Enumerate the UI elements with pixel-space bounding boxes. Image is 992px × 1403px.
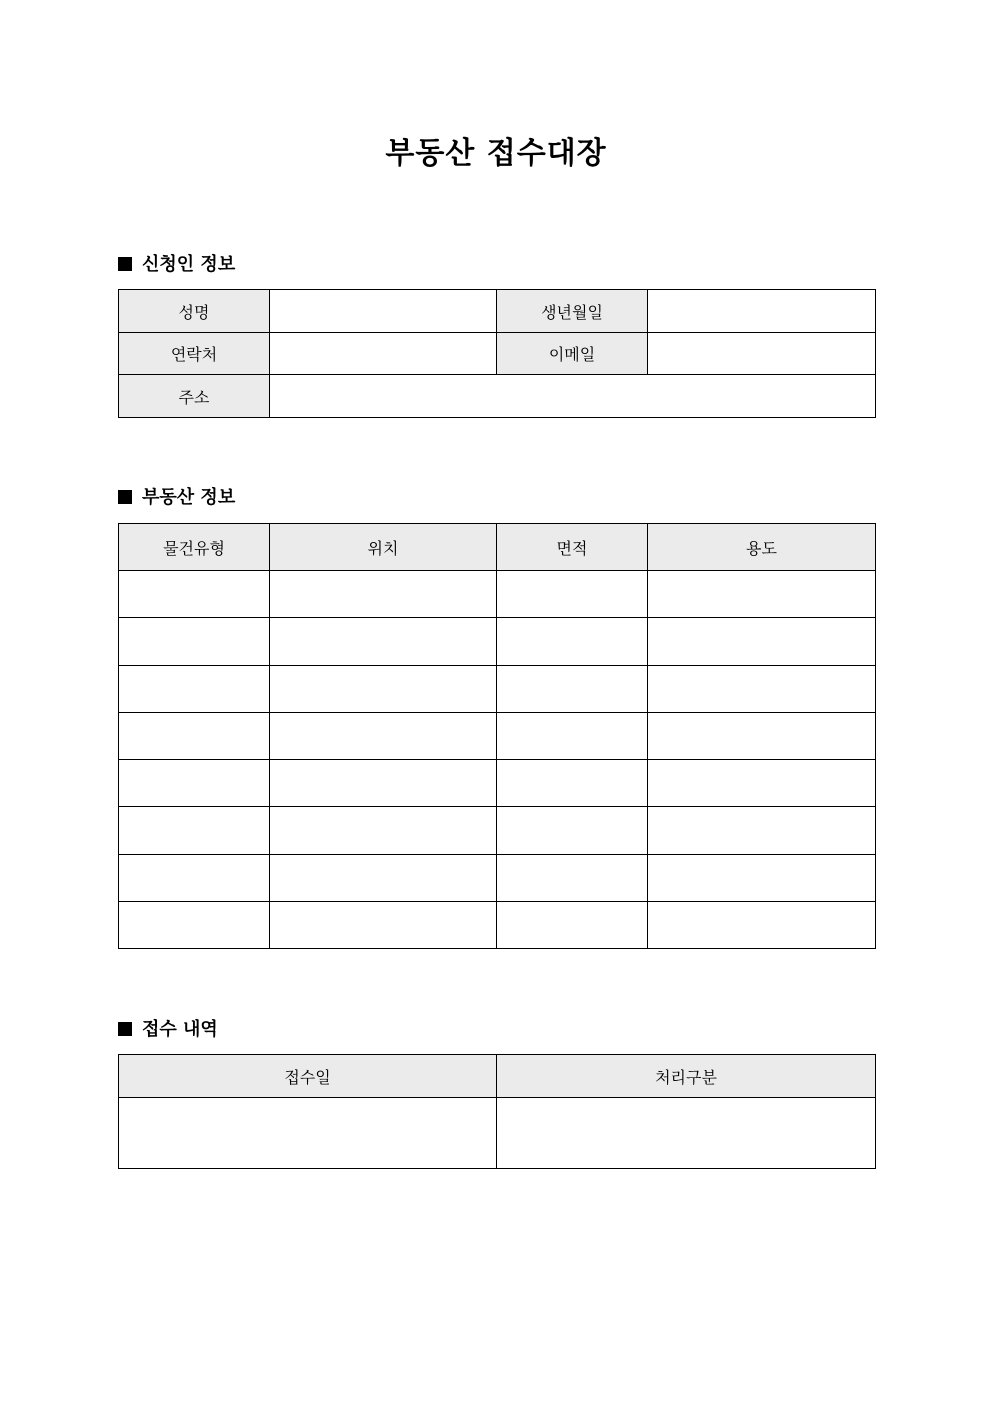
email-label: 이메일 <box>497 333 648 375</box>
location-cell[interactable] <box>270 855 497 902</box>
area-cell[interactable] <box>497 666 648 713</box>
usage-cell[interactable] <box>648 571 876 618</box>
table-row <box>119 666 876 713</box>
location-cell[interactable] <box>270 571 497 618</box>
table-row <box>119 1098 876 1169</box>
column-header-area: 면적 <box>497 524 648 571</box>
square-bullet-icon <box>118 490 132 504</box>
usage-cell[interactable] <box>648 760 876 807</box>
receipt-table <box>118 1054 876 1169</box>
type-cell[interactable] <box>119 666 270 713</box>
property-section-title: 부동산 정보 <box>142 487 236 508</box>
birthdate-field[interactable] <box>648 290 876 333</box>
table-row <box>119 855 876 902</box>
receipt-section-title: 접수 내역 <box>142 1019 218 1040</box>
location-cell[interactable] <box>270 807 497 855</box>
area-cell[interactable] <box>497 855 648 902</box>
area-cell[interactable] <box>497 807 648 855</box>
square-bullet-icon <box>118 1022 132 1036</box>
property-header-row <box>119 524 876 571</box>
applicant-row-name <box>119 290 876 333</box>
contact-label: 연락처 <box>119 333 270 375</box>
page-title: 부동산 접수대장 <box>385 136 607 171</box>
receipt-section-heading <box>118 1018 218 1042</box>
table-row <box>119 902 876 949</box>
table-row <box>119 618 876 666</box>
location-cell[interactable] <box>270 760 497 807</box>
table-row <box>119 713 876 760</box>
usage-cell[interactable] <box>648 902 876 949</box>
applicant-row-contact <box>119 333 876 375</box>
area-cell[interactable] <box>497 713 648 760</box>
contact-field[interactable] <box>270 333 497 375</box>
birthdate-label: 생년월일 <box>497 290 648 333</box>
usage-cell[interactable] <box>648 807 876 855</box>
name-field[interactable] <box>270 290 497 333</box>
table-row <box>119 807 876 855</box>
processing-type-cell[interactable] <box>497 1098 876 1169</box>
area-cell[interactable] <box>497 618 648 666</box>
type-cell[interactable] <box>119 713 270 760</box>
receipt-header-row <box>119 1055 876 1098</box>
applicant-section-heading <box>118 253 235 277</box>
usage-cell[interactable] <box>648 666 876 713</box>
column-header-usage: 용도 <box>648 524 876 571</box>
type-cell[interactable] <box>119 902 270 949</box>
table-row <box>119 571 876 618</box>
column-header-processing-type: 처리구분 <box>497 1055 876 1098</box>
receipt-date-cell[interactable] <box>119 1098 497 1169</box>
column-header-type: 물건유형 <box>119 524 270 571</box>
usage-cell[interactable] <box>648 855 876 902</box>
type-cell[interactable] <box>119 855 270 902</box>
property-section-heading <box>118 486 235 510</box>
area-cell[interactable] <box>497 902 648 949</box>
applicant-row-address <box>119 375 876 418</box>
applicant-section-title: 신청인 정보 <box>142 254 236 275</box>
type-cell[interactable] <box>119 571 270 618</box>
location-cell[interactable] <box>270 666 497 713</box>
column-header-location: 위치 <box>270 524 497 571</box>
property-info-table <box>118 523 876 949</box>
email-field[interactable] <box>648 333 876 375</box>
type-cell[interactable] <box>119 807 270 855</box>
area-cell[interactable] <box>497 760 648 807</box>
type-cell[interactable] <box>119 760 270 807</box>
usage-cell[interactable] <box>648 713 876 760</box>
location-cell[interactable] <box>270 713 497 760</box>
location-cell[interactable] <box>270 618 497 666</box>
address-field[interactable] <box>270 375 876 418</box>
location-cell[interactable] <box>270 902 497 949</box>
area-cell[interactable] <box>497 571 648 618</box>
address-label: 주소 <box>119 375 270 418</box>
square-bullet-icon <box>118 257 132 271</box>
usage-cell[interactable] <box>648 618 876 666</box>
column-header-receipt-date: 접수일 <box>119 1055 497 1098</box>
name-label: 성명 <box>119 290 270 333</box>
applicant-info-table <box>118 289 876 418</box>
table-row <box>119 760 876 807</box>
type-cell[interactable] <box>119 618 270 666</box>
